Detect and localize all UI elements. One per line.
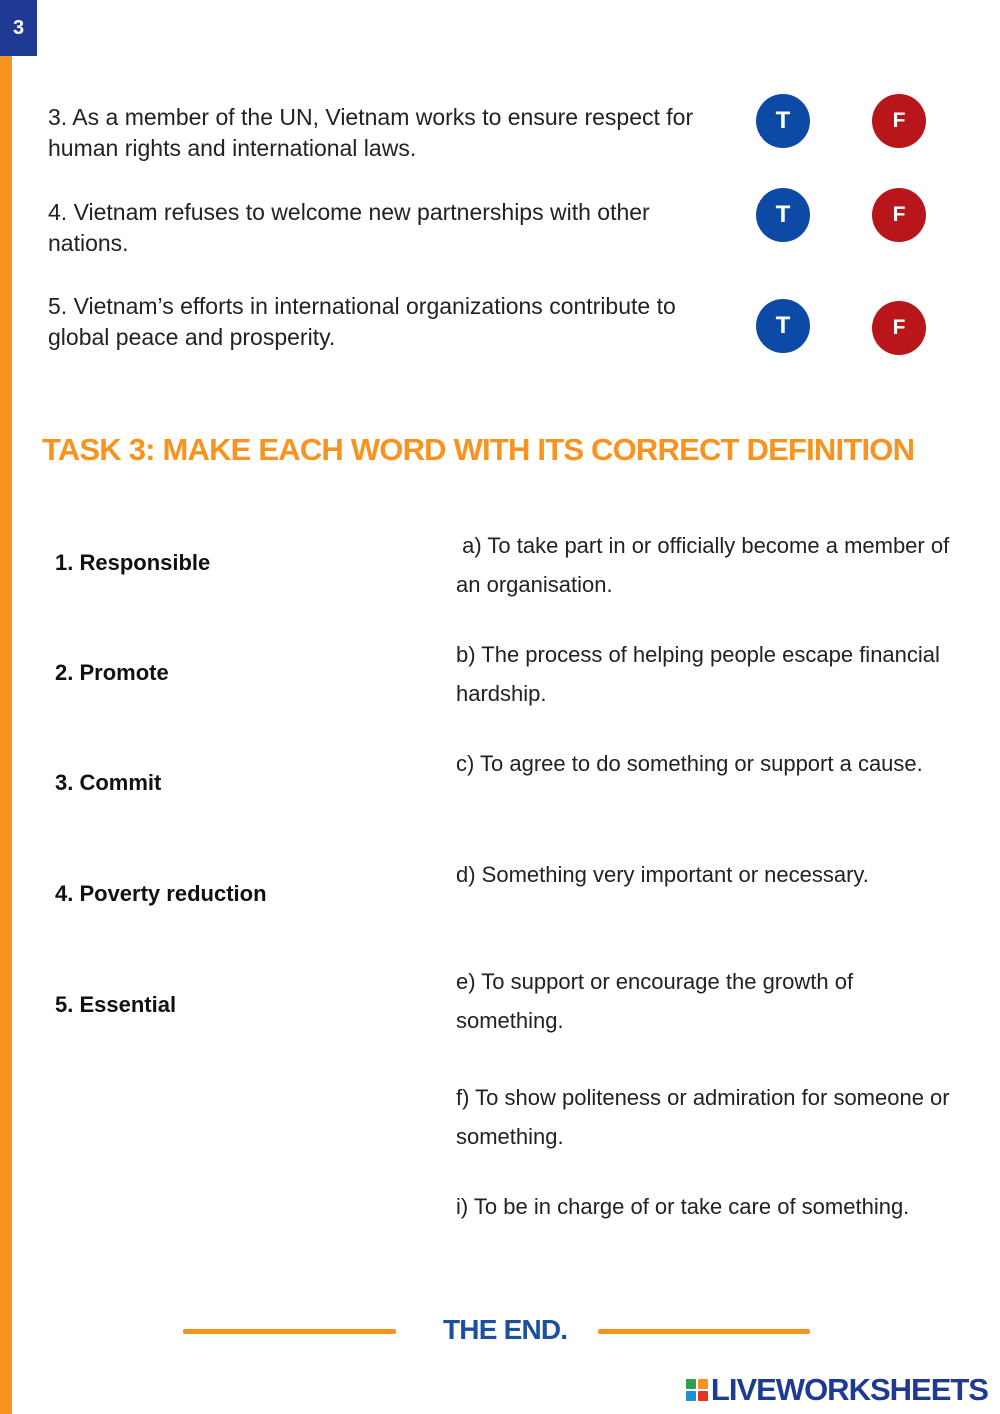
statement-text: 4. Vietnam refuses to welcome new partnerships with other nations. bbox=[48, 199, 650, 256]
logo-text: LIVEWORKSHEETS bbox=[710, 1372, 988, 1407]
definition-item: d) Something very important or necessary. bbox=[456, 862, 869, 887]
true-false-item bbox=[48, 102, 1000, 172]
end-title: THE END. bbox=[443, 1314, 568, 1345]
true-button[interactable]: T bbox=[756, 94, 810, 148]
end-divider-left bbox=[183, 1329, 396, 1334]
logo-square bbox=[686, 1391, 696, 1401]
definition-item: b) The process of helping people escape financial hardship. bbox=[456, 642, 940, 706]
false-button[interactable]: F bbox=[872, 94, 926, 148]
definition-item: a) To take part in or officially become a member of an organisation. bbox=[456, 533, 956, 597]
definition-item: i) To be in charge of or take care of something. bbox=[456, 1194, 910, 1219]
end-divider-right bbox=[598, 1329, 810, 1334]
liveworksheets-logo[interactable] bbox=[686, 1372, 988, 1408]
definition-item: f) To show politeness or admiration for someone or something. bbox=[456, 1085, 950, 1149]
true-button[interactable]: T bbox=[756, 299, 810, 353]
task-heading: TASK 3: MAKE EACH WORD WITH ITS CORRECT DEFINITION bbox=[42, 432, 915, 467]
false-button[interactable]: F bbox=[872, 301, 926, 355]
true-false-item bbox=[48, 197, 1000, 267]
word-item: 3. Commit bbox=[55, 770, 162, 795]
logo-square bbox=[698, 1379, 708, 1389]
true-button[interactable]: T bbox=[756, 188, 810, 242]
word-item: 1. Responsible bbox=[55, 550, 211, 575]
statement-text: 5. Vietnam’s efforts in international organizations contribute to global peace and prosperity. bbox=[48, 293, 676, 350]
word-item: 5. Essential bbox=[55, 992, 177, 1017]
definition-item: c) To agree to do something or support a cause. bbox=[456, 751, 923, 776]
false-button[interactable]: F bbox=[872, 188, 926, 242]
logo-icon bbox=[686, 1379, 708, 1401]
logo-square bbox=[698, 1391, 708, 1401]
true-false-item bbox=[48, 291, 1000, 361]
logo-square bbox=[686, 1379, 696, 1389]
page-accent-bar bbox=[0, 0, 12, 1414]
word-item: 2. Promote bbox=[55, 660, 169, 685]
word-item: 4. Poverty reduction bbox=[55, 881, 267, 906]
definition-item: e) To support or encourage the growth of something. bbox=[456, 969, 854, 1033]
page-number-badge: 3 bbox=[0, 0, 37, 56]
statement-text: 3. As a member of the UN, Vietnam works to ensure respect for human rights and international laws. bbox=[48, 104, 694, 161]
